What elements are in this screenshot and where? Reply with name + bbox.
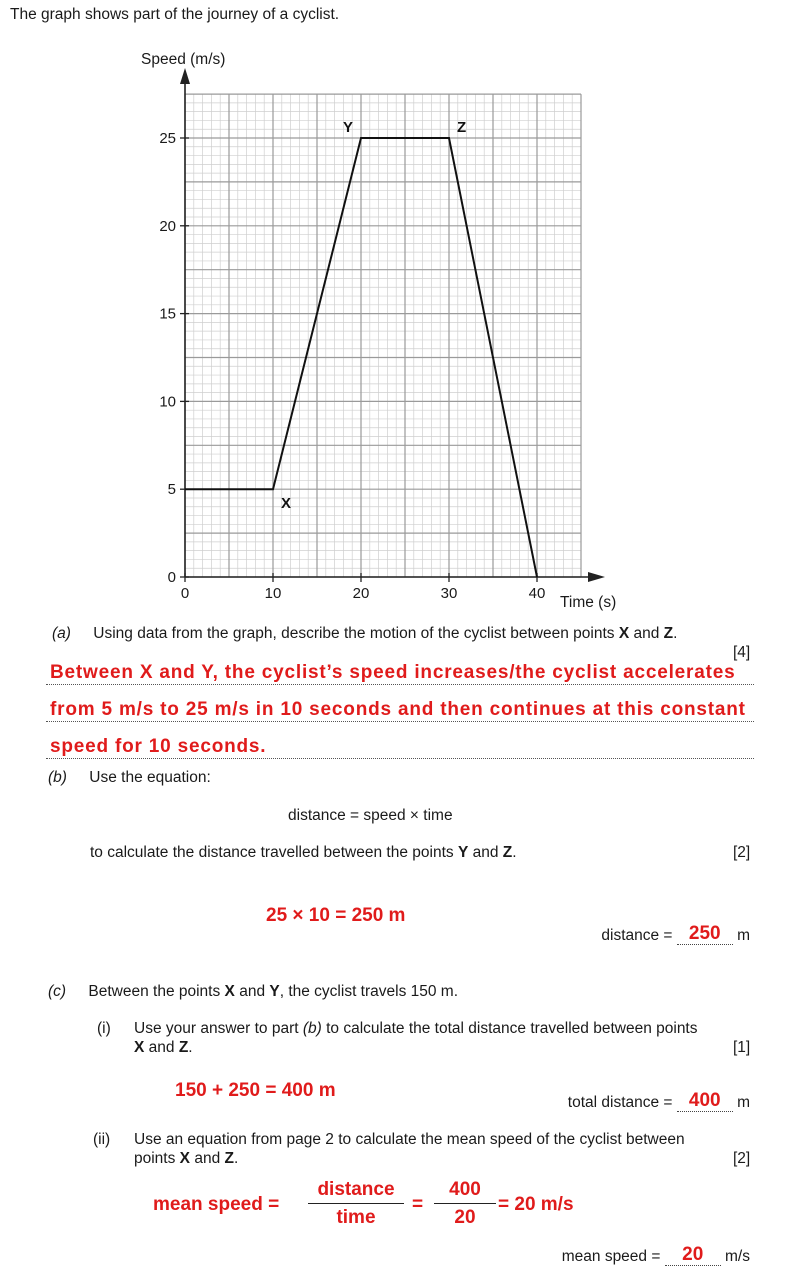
equals-sign: = <box>412 1194 424 1215</box>
part-a-answer-line-2: from 5 m/s to 25 m/s in 10 seconds and then continues at this constant <box>50 699 746 720</box>
part-c-i-line-1: Use your answer to part (b) to calculate the total distance travelled between points <box>134 1020 698 1037</box>
y-tick-label: 20 <box>159 217 176 235</box>
answer-line <box>46 758 754 759</box>
x-tick-label: 20 <box>352 585 370 602</box>
fraction-distance-time: distance time <box>308 1179 404 1229</box>
part-a-answer-line-1: Between X and Y, the cyclist’s speed increases/the cyclist accelerates <box>50 662 736 683</box>
part-c-i-marks: [1] <box>733 1039 751 1056</box>
part-c-label: (c) <box>48 983 67 1000</box>
part-a-marks: [4] <box>733 644 751 661</box>
speed-time-graph <box>0 0 800 620</box>
part-c-i-working: 150 + 250 = 400 m <box>175 1080 336 1101</box>
part-a-question: (a) Using data from the graph, describe the motion of the cyclist between points X and Z. <box>52 625 678 642</box>
part-a-label: (a) <box>52 625 71 642</box>
intro-text: The graph shows part of the journey of a cyclist. <box>10 6 340 23</box>
part-b-label: (b) <box>48 769 67 786</box>
answer-line <box>46 721 754 722</box>
x-tick-label: 10 <box>264 585 282 602</box>
part-c-question: (c) Between the points X and Y, the cyclist travels 150 m. <box>48 983 459 1000</box>
y-axis-arrow <box>180 68 190 84</box>
x-tick-label: 0 <box>180 585 190 602</box>
part-c-i-line-2: X and Z. <box>134 1039 193 1056</box>
part-b-question: to calculate the distance travelled between the points Y and Z. <box>90 844 517 861</box>
part-b-equation: distance = speed × time <box>288 807 453 824</box>
fraction-400-20: $\frac{400}{20}$ <box>434 1179 496 1229</box>
part-b-marks: [2] <box>733 844 751 861</box>
distance-answer: 250 <box>677 924 733 945</box>
y-tick-label: 25 <box>159 130 176 147</box>
part-c-ii-line-1: Use an equation from page 2 to calculate the mean speed of the cyclist between <box>134 1131 685 1148</box>
x-tick-label: 40 <box>528 585 546 602</box>
point-label-x: X <box>281 495 292 513</box>
y-tick-label: 10 <box>159 393 176 411</box>
part-c-ii-label: (ii) <box>93 1131 111 1148</box>
y-tick-label: 0 <box>167 569 176 586</box>
part-c-ii-marks: [2] <box>733 1150 751 1167</box>
answer-line <box>46 684 754 685</box>
y-tick-label: 5 <box>167 481 176 499</box>
mean-speed-answer: 20 <box>665 1245 721 1266</box>
total-distance-answer: 400 <box>677 1091 733 1112</box>
point-label-y: Y <box>342 119 353 136</box>
part-b-result: distance = 250 m <box>601 923 750 944</box>
mean-speed-lhs: mean speed = <box>153 1194 280 1215</box>
y-tick-label: 15 <box>159 305 176 323</box>
point-label-z: Z <box>457 119 467 136</box>
part-c-ii-line-2: points X and Z. <box>134 1150 239 1167</box>
axes <box>180 68 605 582</box>
part-b-instruction: (b) Use the equation: <box>48 769 211 786</box>
part-a-answer-line-3: speed for 10 seconds. <box>50 736 267 757</box>
mean-speed-rhs: = 20 m/s <box>498 1194 574 1215</box>
part-c-i-result: total distance = 400 m <box>567 1090 750 1111</box>
part-b-working: 25 × 10 = 250 m <box>266 905 406 926</box>
part-c-ii-result: mean speed = 20 m/s <box>561 1244 750 1265</box>
x-axis-arrow <box>588 572 605 582</box>
y-axis-label: Speed (m/s) <box>141 51 226 68</box>
x-axis-label: Time (s) <box>560 594 617 611</box>
x-tick-label: 30 <box>440 585 458 602</box>
part-c-i-label: (i) <box>97 1020 111 1037</box>
